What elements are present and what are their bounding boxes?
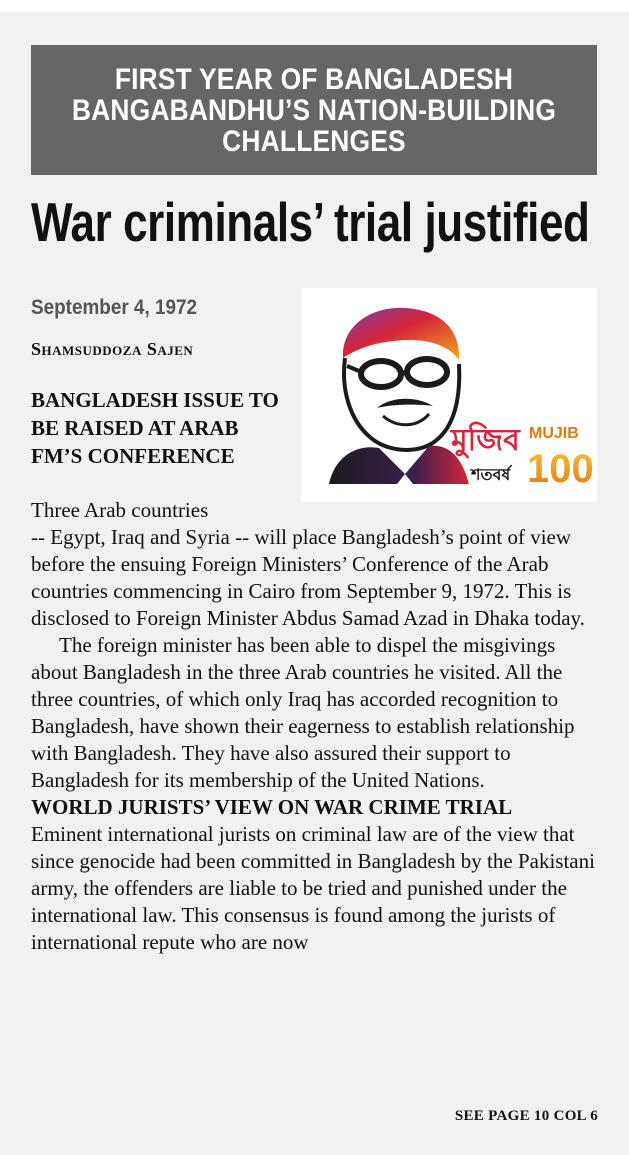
logo-bengali-bottom: শতবর্ষ: [471, 465, 511, 484]
logo-bengali-top: মুজিব: [451, 423, 520, 458]
series-banner: [31, 45, 597, 175]
section-heading-arab-fm: BANGLADESH ISSUE TO BE RAISED AT ARAB FM’S CONFERENCE: [31, 388, 279, 468]
article-body: [31, 524, 601, 956]
section-heading-jurists: WORLD JURISTS’ VIEW ON WAR CRIME TRIAL: [31, 795, 513, 819]
banner-line-2: BANGABANDHU’S NATION-BUILDING: [71, 93, 557, 127]
banner-line-1: FIRST YEAR OF BANGLADESH: [114, 62, 514, 96]
paragraph-2: The foreign minister has been able to dispel the misgivings about Bangladesh in the three Arab countries he visited. All the three countries, of which only Iraq has accorded recognition to Bangladesh, have shown their eagerness to establish relationship with Bangladesh. They have also assured their support to Bangladesh for its membership of the United Nations.: [31, 633, 575, 792]
paragraph-1: -- Egypt, Iraq and Syria -- will place Bangladesh’s point of view before the ensuing Foreign Ministers’ Conference of the Arab countries commencing in Cairo from September 9, 1972. This is disclosed to Foreign Minister Abdus Samad Azad in Dhaka today.: [31, 525, 585, 630]
mujib-100-logo: [301, 288, 597, 502]
banner-line-3: CHALLENGES: [222, 124, 406, 158]
article-date: September 4, 1972: [31, 296, 197, 319]
lead-line: Three Arab countries: [31, 498, 209, 522]
continuation-note: SEE PAGE 10 COL 6: [454, 1108, 598, 1124]
author-byline: Shamsuddoza Sajen: [31, 339, 194, 359]
logo-english-top: MUJIB: [529, 425, 579, 442]
paragraph-3: Eminent international jurists on criminal law are of the view that since genocide had been committed in Bangladesh by the Pakistani army, the offenders are liable to be tried and punished under the international law. This consensus is found among the jurists of international repute who are now: [31, 822, 595, 954]
portrait-illustration: [301, 288, 597, 502]
article-headline: War criminals’ trial justified: [31, 191, 590, 253]
logo-english-bottom: 100: [527, 447, 594, 491]
